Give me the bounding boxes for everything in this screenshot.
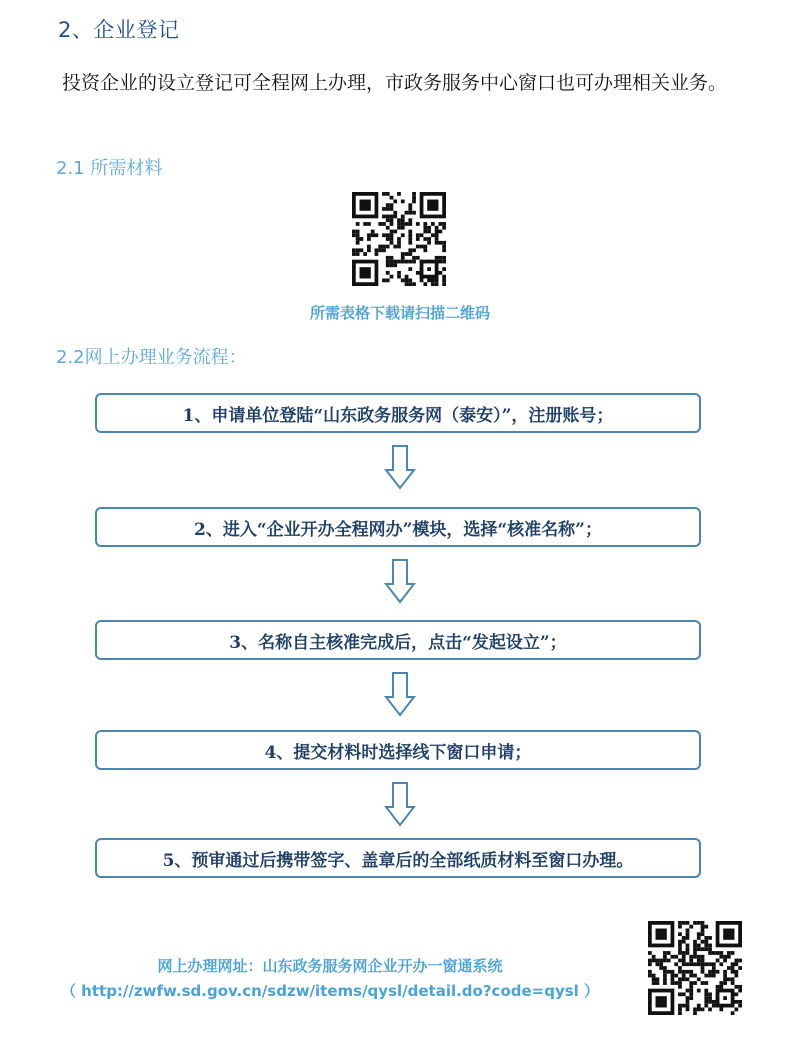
step-box-2: 2、进入“企业开办全程网办”模块，选择“核准名称”； — [95, 507, 701, 547]
materials-heading: 2.1 所需材料 — [56, 158, 163, 179]
down-arrow-icon — [384, 781, 416, 827]
website-url[interactable]: （ http://zwfw.sd.gov.cn/sdzw/items/qysl/detail.do?code=qysl ） — [60, 982, 600, 1000]
website-label: 网上办理网址：山东政务服务网企业开办一窗通系统 — [157, 957, 503, 975]
down-arrow-icon — [384, 444, 416, 490]
website-qr-code[interactable] — [648, 921, 742, 1015]
intro-paragraph: 投资企业的设立登记可全程网上办理，市政务服务中心窗口也可办理相关业务。 — [62, 72, 728, 94]
step-box-5: 5、预审通过后携带签字、盖章后的全部纸质材料至窗口办理。 — [95, 838, 701, 878]
down-arrow-icon — [384, 558, 416, 604]
process-heading: 2.2网上办理业务流程： — [56, 347, 247, 368]
step-box-4: 4、提交材料时选择线下窗口申请； — [95, 730, 701, 770]
qr-caption: 所需表格下载请扫描二维码 — [309, 304, 490, 322]
step-box-3: 3、名称自主核准完成后，点击“发起设立”； — [95, 620, 701, 660]
step-box-1: 1、申请单位登陆“山东政务服务网（泰安）”，注册账号； — [95, 393, 701, 433]
section-heading: 2、企业登记 — [58, 18, 180, 42]
down-arrow-icon — [384, 671, 416, 717]
materials-qr-code[interactable] — [352, 192, 446, 286]
